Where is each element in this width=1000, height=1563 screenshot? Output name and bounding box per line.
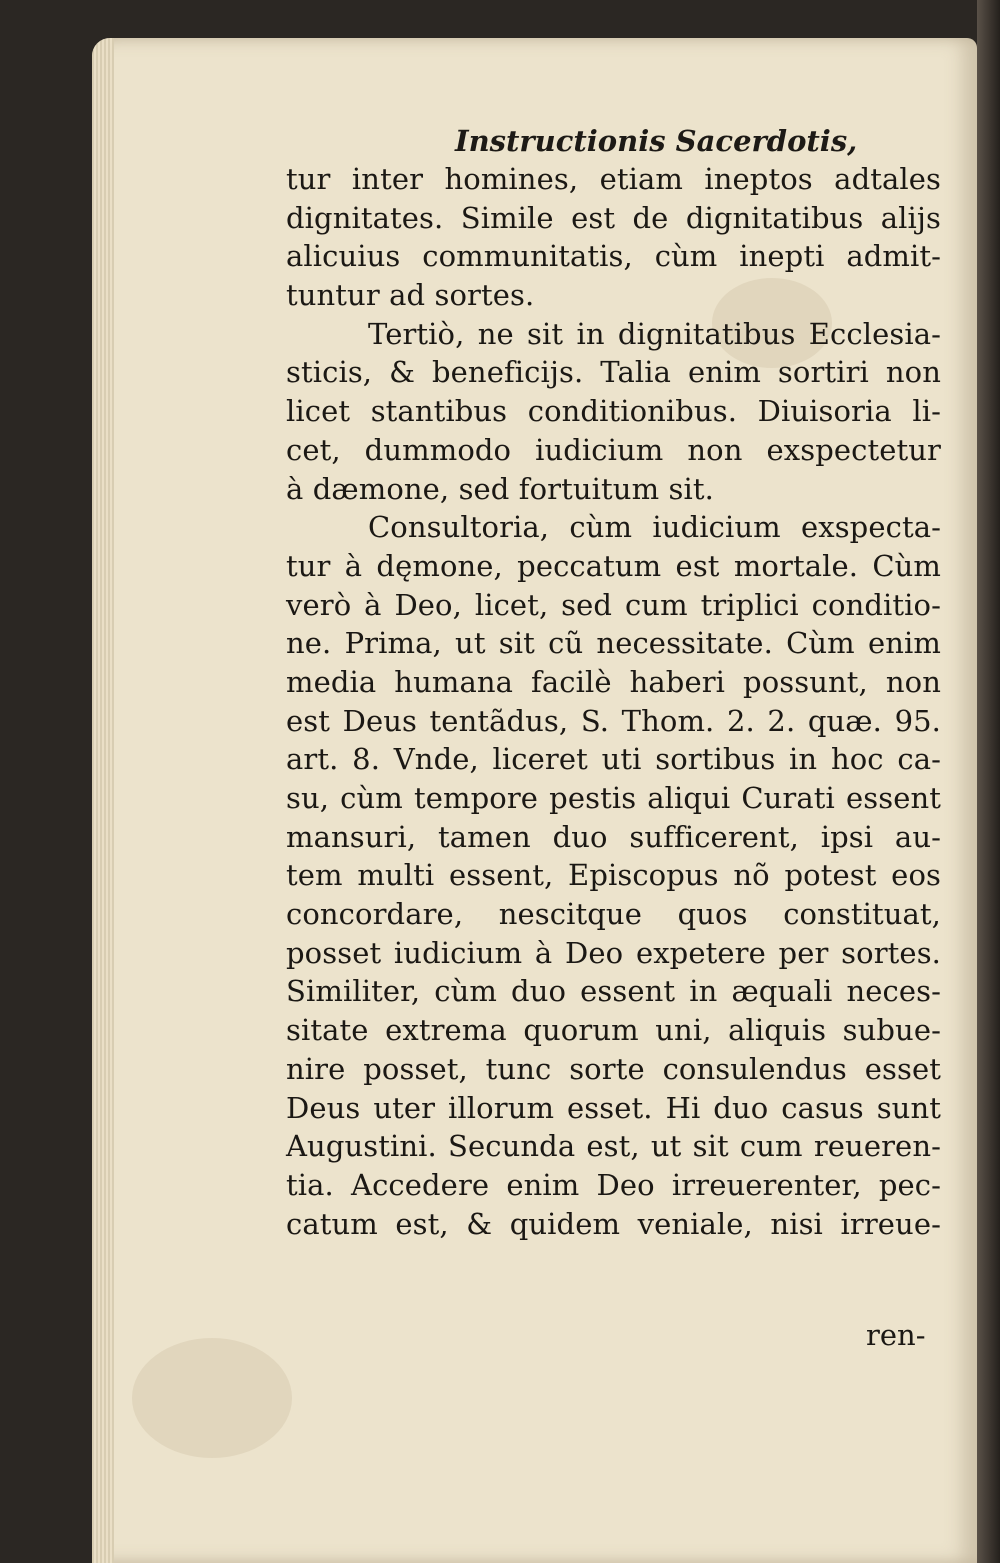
text-line: Similiter, cùm duo essent in æquali neces- (286, 974, 941, 1009)
catchword: ren- (866, 1318, 926, 1352)
text-line: tur à dęmone, peccatum est mortale. Cùm (286, 548, 941, 583)
text-line: à dæmone, sed fortuitum sit. (286, 471, 714, 506)
running-head: Instructionis Sacerdotis, (455, 124, 858, 158)
text-line: tur inter homines, etiam ineptos adtales (286, 162, 941, 196)
text-line: tia. Accedere enim Deo irreuerenter, pec- (286, 1167, 941, 1202)
text-line: Augustini. Secunda est, ut sit cum reueren- (286, 1129, 941, 1164)
text-line: sitate extrema quorum uni, aliquis subue- (286, 1013, 941, 1048)
text-line: Tertiò, ne sit in dignitatibus Ecclesia- (368, 316, 941, 351)
text-line: dignitates. Simile est de dignitatibus alijs (286, 200, 941, 235)
page-edges (92, 38, 114, 1563)
text-line: tem multi essent, Episcopus nõ potest eos (286, 858, 941, 893)
text-line: licet stantibus conditionibus. Diuisoria li- (286, 394, 941, 429)
text-line: tuntur ad sortes. (286, 278, 535, 313)
text-line: posset iudicium à Deo expetere per sortes. (286, 935, 941, 970)
text-line: verò à Deo, licet, sed cum triplici conditio- (286, 587, 941, 622)
text-line: alicuius communitatis, cùm inepti admit- (286, 239, 941, 274)
body-text (286, 160, 941, 1243)
text-line: cet, dummodo iudicium non exspectetur (286, 432, 941, 467)
text-line: su, cùm tempore pestis aliqui Curati essent (286, 781, 941, 815)
text-line: Consultoria, cùm iudicium exspecta- (368, 510, 941, 545)
text-line: art. 8. Vnde, liceret uti sortibus in hoc ca- (286, 742, 941, 777)
text-line: media humana facilè haberi possunt, non (286, 664, 941, 699)
text-line: nire posset, tunc sorte consulendus esset (286, 1051, 941, 1086)
text-line: mansuri, tamen duo sufficerent, ipsi au- (286, 819, 941, 854)
book-binding (977, 0, 1000, 1563)
text-line: est Deus tentãdus, S. Thom. 2. 2. quæ. 95. (286, 703, 941, 738)
text-line: ne. Prima, ut sit cũ necessitate. Cùm enim (286, 626, 941, 661)
text-line: sticis, & beneficijs. Talia enim sortiri non (286, 355, 941, 390)
text-line: concordare, nescitque quos constituat, (286, 897, 941, 932)
paper-stain (132, 1338, 292, 1458)
text-line: catum est, & quidem veniale, nisi irreue- (286, 1206, 941, 1241)
text-line: Deus uter illorum esset. Hi duo casus sunt (286, 1090, 941, 1125)
